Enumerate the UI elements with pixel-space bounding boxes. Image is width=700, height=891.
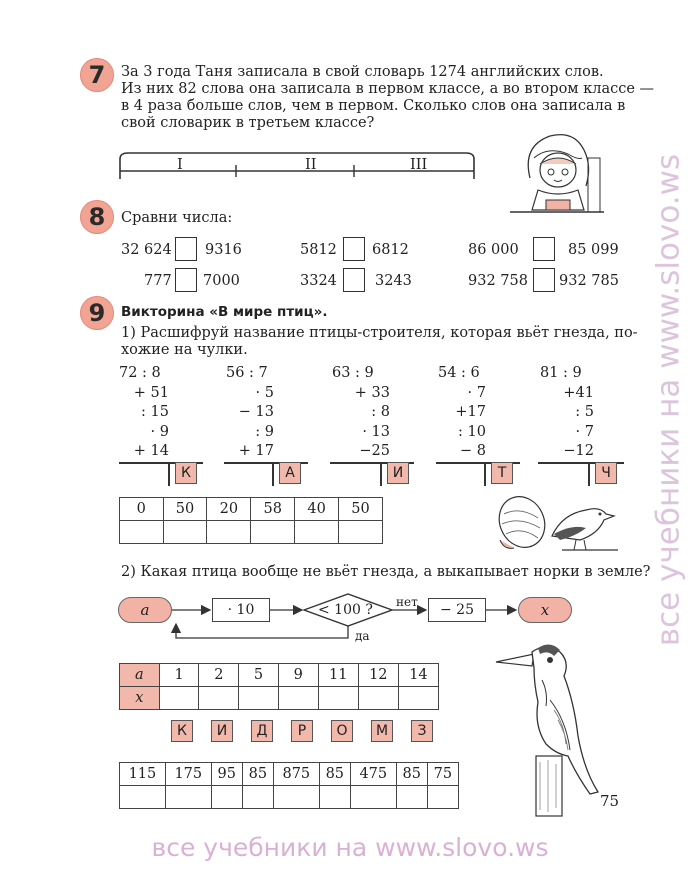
task-text-line: свой словарик в третьем классе?: [121, 115, 375, 131]
table-cell: 95: [211, 763, 242, 786]
table-cell: 475: [350, 763, 396, 786]
answer-cell[interactable]: [242, 786, 273, 809]
compare-left: 5812: [300, 242, 337, 258]
segment-label: III: [410, 157, 428, 173]
cipher-letter: И: [211, 720, 233, 742]
cipher-letter: З: [411, 720, 433, 742]
answer-cell[interactable]: [251, 521, 295, 544]
compare-right: 85 099: [568, 242, 619, 258]
compare-left: 932 758: [468, 273, 528, 289]
answer-cell[interactable]: [319, 786, 350, 809]
svg-text:все учебники на www.slovo.ws: все учебники на www.slovo.ws: [650, 153, 687, 647]
answer-cell[interactable]: [273, 786, 319, 809]
answer-cell[interactable]: [339, 521, 383, 544]
table-cell: 5: [239, 664, 279, 687]
task-text-line: в 4 раза больше слов, чем в первом. Сколько слов она записала в: [121, 98, 626, 114]
table-cell: 0: [120, 498, 164, 521]
kingfisher-illustration: [494, 640, 604, 820]
answer-cell[interactable]: [159, 687, 199, 710]
table-cell: 85: [242, 763, 273, 786]
task-text-line: хожие на чулки.: [121, 342, 248, 358]
page-number: 75: [600, 792, 620, 810]
answer-cell[interactable]: [318, 687, 358, 710]
calc-chain: 56 : 7 · 5 − 13 : 9 + 17: [226, 365, 274, 459]
compare-answer-box[interactable]: [533, 268, 555, 292]
calc-chain: 63 : 9 + 33 : 8 · 13 −25: [332, 365, 390, 459]
flow-operation: · 10: [212, 598, 270, 622]
watermark-bottom: все учебники на www.slovo.ws: [151, 833, 549, 862]
table-cell: 115: [120, 763, 166, 786]
compare-answer-box[interactable]: [343, 237, 365, 261]
cipher-letter: О: [331, 720, 353, 742]
value-table: [119, 663, 439, 710]
cipher-letter: И: [387, 462, 409, 484]
row-header: a: [120, 664, 160, 687]
cipher-letter: К: [171, 720, 193, 742]
table-cell: 12: [358, 664, 398, 687]
task-number-badge: 8: [80, 200, 114, 234]
cipher-letter: К: [175, 462, 197, 484]
compare-left: 777: [144, 273, 172, 289]
table-cell: 11: [318, 664, 358, 687]
answer-cell[interactable]: [163, 521, 207, 544]
compare-right: 932 785: [559, 273, 619, 289]
table-cell: 40: [295, 498, 339, 521]
compare-right: 6812: [372, 242, 409, 258]
answer-cell[interactable]: [396, 786, 427, 809]
row-header: x: [120, 687, 160, 710]
segment-label: I: [177, 157, 183, 173]
flow-yes-label: да: [355, 629, 370, 643]
cipher-letter: М: [371, 720, 393, 742]
task-text-line: 1) Расшифруй название птицы-строителя, которая вьёт гнезда, по-: [121, 325, 638, 341]
table-cell: 50: [163, 498, 207, 521]
answer-cell[interactable]: [358, 687, 398, 710]
calc-chain: 54 : 6 · 7 +17 : 10 − 8: [438, 365, 486, 459]
table-cell: 75: [427, 763, 458, 786]
table-cell: 175: [165, 763, 211, 786]
compare-answer-box[interactable]: [175, 237, 197, 261]
compare-left: 86 000: [468, 242, 519, 258]
answer-cell[interactable]: [427, 786, 458, 809]
task-number-badge: 7: [80, 58, 114, 92]
table-cell: 875: [273, 763, 319, 786]
calc-chain: 72 : 8 + 51 : 15 · 9 + 14: [119, 365, 169, 459]
answer-cell[interactable]: [295, 521, 339, 544]
compare-right: 7000: [203, 273, 240, 289]
table-cell: 1: [159, 664, 199, 687]
compare-left: 32 624: [121, 242, 172, 258]
table-cell: 14: [398, 664, 438, 687]
compare-left: 3324: [300, 273, 337, 289]
answer-cell[interactable]: [278, 687, 318, 710]
answer-cell[interactable]: [207, 521, 251, 544]
table-cell: 85: [396, 763, 427, 786]
table-cell: 58: [251, 498, 295, 521]
compare-answer-box[interactable]: [343, 268, 365, 292]
cipher-letter: А: [279, 462, 301, 484]
compare-answer-box[interactable]: [533, 237, 555, 261]
compare-right: 3243: [375, 273, 412, 289]
table-cell: 50: [339, 498, 383, 521]
compare-right: 9316: [205, 242, 242, 258]
answer-cell[interactable]: [211, 786, 242, 809]
task-number-badge: 9: [80, 296, 114, 330]
flow-end: x: [518, 597, 572, 623]
task-text-line: Из них 82 слова она записала в первом классе, а во втором классе —: [121, 81, 655, 97]
answer-cell[interactable]: [350, 786, 396, 809]
answer-table-2: [119, 762, 459, 809]
answer-table-1: [119, 497, 383, 544]
task-title: Викторина «В мире птиц».: [121, 304, 328, 320]
cipher-letter: Т: [491, 462, 513, 484]
task-text-line: За 3 года Таня записала в свой словарь 1274 английских слов.: [121, 64, 604, 80]
table-cell: 2: [199, 664, 239, 687]
task-text-line: 2) Какая птица вообще не вьёт гнезда, а выкапывает норки в земле?: [121, 564, 651, 580]
table-cell: 85: [319, 763, 350, 786]
table-cell: 9: [278, 664, 318, 687]
answer-cell[interactable]: [120, 521, 164, 544]
watermark-vertical: [645, 120, 695, 680]
task-title: Сравни числа:: [121, 210, 233, 226]
answer-cell[interactable]: [165, 786, 211, 809]
cipher-letter: Р: [291, 720, 313, 742]
segment-label: II: [305, 157, 317, 173]
flow-start: a: [118, 597, 172, 623]
cipher-letter: Д: [251, 720, 273, 742]
compare-answer-box[interactable]: [175, 268, 197, 292]
flow-no-label: нет: [396, 595, 418, 609]
answer-cell[interactable]: [239, 687, 279, 710]
table-cell: 20: [207, 498, 251, 521]
girl-illustration: [508, 128, 608, 218]
cipher-letter: Ч: [595, 462, 617, 484]
answer-cell[interactable]: [120, 786, 166, 809]
nest-bird-illustration: [490, 488, 620, 558]
answer-cell[interactable]: [199, 687, 239, 710]
answer-cell[interactable]: [398, 687, 438, 710]
calc-chain: 81 : 9 +41 : 5 · 7 −12: [540, 365, 594, 459]
flow-condition: < 100 ?: [318, 602, 373, 618]
flow-operation: − 25: [428, 598, 486, 622]
